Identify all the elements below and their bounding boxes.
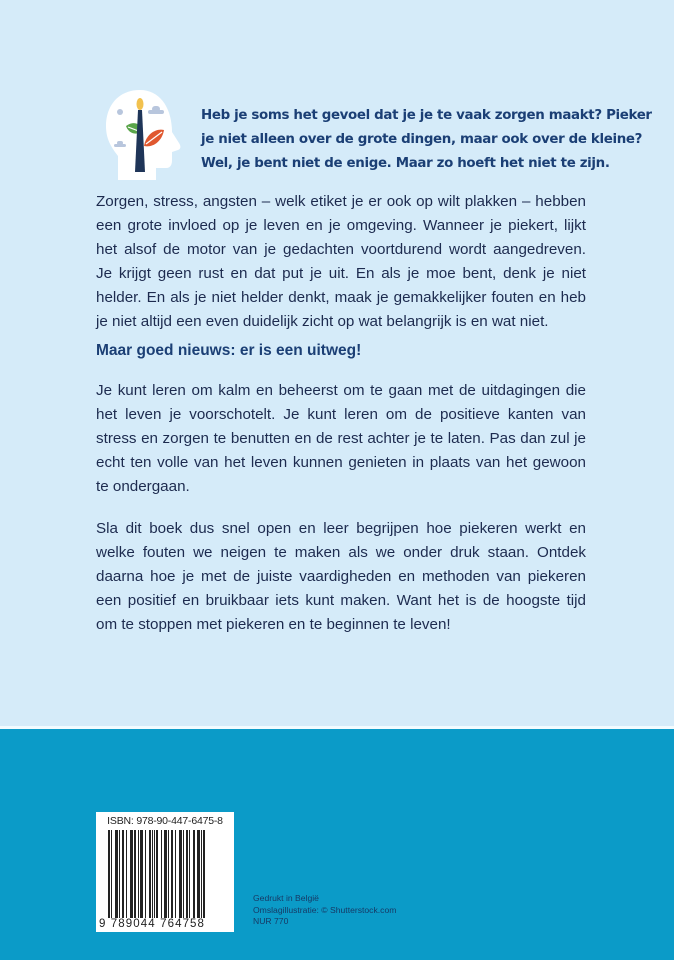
paragraph-2 xyxy=(96,379,586,499)
barcode-bars xyxy=(108,830,226,918)
paragraph-line: om te stoppen met piekeren en te beginnen te leven! xyxy=(96,616,451,633)
paragraph-line: Je krijgt geen rust en dat put je uit. En als je moe bent, denk je niet xyxy=(96,265,586,282)
barcode-digits-right: 764758 xyxy=(160,918,206,930)
paragraph-3 xyxy=(96,517,586,637)
nur-code: NUR 770 xyxy=(253,916,289,926)
paragraph-line: Sla dit boek dus snel open en leer begrijpen hoe piekeren werkt en xyxy=(96,520,586,537)
paragraph-line: Je kunt leren om kalm en beheerst om te gaan met de uitdagingen die xyxy=(96,382,586,399)
paragraph-line: een grote invloed op je leven en je omgeving. Wanneer je piekert, lijkt xyxy=(96,217,586,234)
paragraph-line: een positief en bruikbaar iets kunt maken. Want het is de hoogste tijd xyxy=(96,592,586,609)
head-with-plant-icon xyxy=(100,86,186,182)
paragraph-line: echt ten volle van het leven kunnen genieten in plaats van het gewoon xyxy=(96,454,586,471)
illustration-credit: Omslagillustratie: © Shutterstock.com xyxy=(253,904,397,915)
paragraph-line: het alsof de motor van je gedachten voortdurend wordt aangedreven. xyxy=(96,241,586,258)
paragraph-line: Zorgen, stress, angsten – welk etiket je er ook op wilt plakken – hebben xyxy=(96,193,586,210)
paragraph-1 xyxy=(96,190,586,334)
isbn-barcode xyxy=(96,812,234,932)
paragraph-line: het leven je voorschotelt. Je kunt leren om de positieve kanten van xyxy=(96,406,586,423)
paragraph-line: daarna hoe je met de juiste vaardigheden en methoden van piekeren xyxy=(96,568,586,585)
paragraph-line: welke fouten we neigen te maken als we onder druk staan. Ontdek xyxy=(96,544,586,561)
isbn-label: ISBN: 978-90-447-6475-8 xyxy=(107,815,223,827)
colophon xyxy=(253,893,396,928)
barcode-digits xyxy=(99,918,231,930)
intro-line: Heb je soms het gevoel dat je je te vaak zorgen maakt? Pieker xyxy=(201,108,652,123)
paragraph-line: je niet altijd een even duidelijk zicht op wat belangrijk is en wat niet. xyxy=(96,313,549,330)
barcode-digits-left: 789044 xyxy=(110,918,156,930)
intro-line: je niet alleen over de grote dingen, maar ook over de kleine? xyxy=(201,132,643,147)
paragraph-line: stress en zorgen te benutten en de rest achter je te laten. Pas dan zul je xyxy=(96,430,586,447)
intro-text xyxy=(201,104,652,176)
barcode-digit-first: 9 xyxy=(99,918,107,930)
intro-line: Wel, je bent niet de enige. Maar zo hoeft het niet te zijn. xyxy=(201,156,610,171)
printed-in: Gedrukt in België xyxy=(253,893,319,903)
paragraph-line: helder. En als je niet helder denkt, maak je gemakkelijker fouten en heb xyxy=(96,289,586,306)
paragraph-line: te ondergaan. xyxy=(96,478,190,495)
section-heading: Maar goed nieuws: er is een uitweg! xyxy=(96,342,362,359)
